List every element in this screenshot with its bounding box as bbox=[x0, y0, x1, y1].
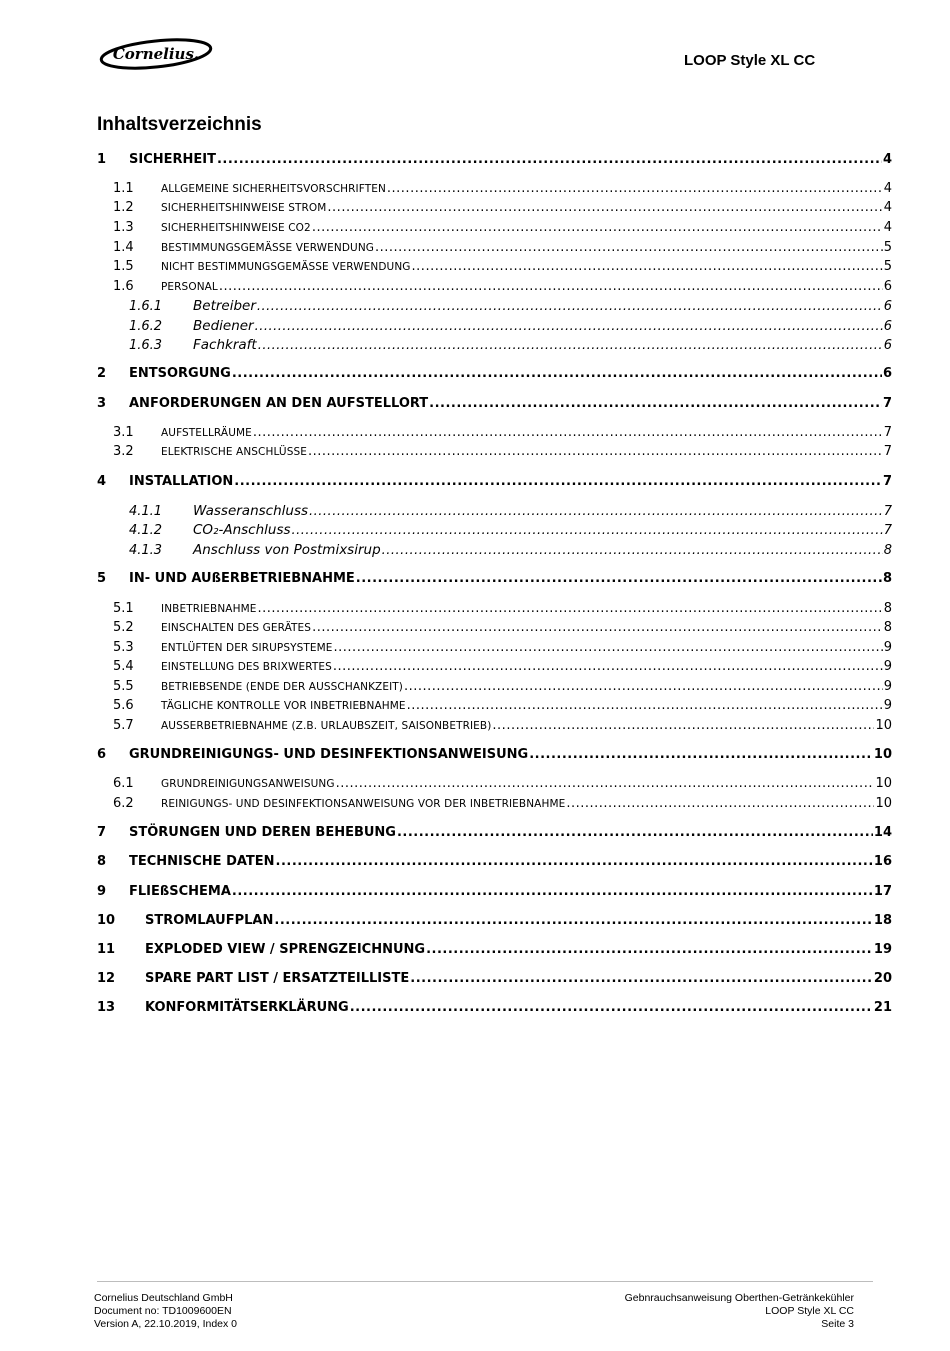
toc-entry-page: 10 bbox=[875, 796, 892, 811]
toc-entry-page: 9 bbox=[883, 698, 892, 713]
toc-entry-number: 1.6.2 bbox=[129, 319, 163, 334]
toc-entry-page: 20 bbox=[873, 971, 892, 986]
toc-entry-number: 5.2 bbox=[113, 620, 134, 635]
toc-entry-title: ALLGEMEINE SICHERHEITSVORSCHRIFTEN bbox=[161, 183, 386, 195]
footer-doc-type: Gebnrauchsanweisung Oberthen-Getränkekühler bbox=[624, 1292, 854, 1304]
toc-entry-page: 21 bbox=[873, 1000, 892, 1015]
toc-entry-page: 8 bbox=[882, 571, 892, 586]
toc-entry[interactable] bbox=[97, 542, 892, 562]
toc-entry-number: 1 bbox=[97, 152, 107, 167]
toc-entry-title: SICHERHEIT bbox=[129, 152, 216, 167]
toc-entry-title: STÖRUNGEN UND DEREN BEHEBUNG bbox=[129, 825, 396, 840]
footer-document-info bbox=[625, 1292, 854, 1331]
footer-company: Cornelius Deutschland GmbH bbox=[94, 1292, 233, 1304]
toc-entry-page: 16 bbox=[873, 854, 892, 869]
toc-entry-number: 5.7 bbox=[113, 718, 134, 733]
toc-entry[interactable] bbox=[97, 396, 892, 416]
toc-dot-leader bbox=[274, 913, 873, 928]
toc-entry-number: 9 bbox=[97, 884, 107, 899]
toc-entry[interactable] bbox=[97, 444, 892, 464]
toc-entry-number: 5.4 bbox=[113, 659, 134, 674]
toc-entry-title: REINIGUNGS- UND DESINFEKTIONSANWEISUNG VOR DER INBETRIEBNAHME bbox=[161, 798, 566, 810]
toc-entry[interactable] bbox=[97, 620, 892, 640]
toc-entry[interactable] bbox=[97, 913, 892, 933]
toc-entry-number: 1.4 bbox=[113, 240, 134, 255]
toc-entry-page: 9 bbox=[883, 659, 892, 674]
footer-document-no: Document no: TD1009600EN bbox=[94, 1305, 232, 1317]
toc-heading: Inhaltsverzeichnis bbox=[97, 114, 262, 135]
toc-entry[interactable] bbox=[97, 679, 892, 699]
toc-entry[interactable] bbox=[97, 825, 892, 845]
toc-dot-leader bbox=[219, 279, 883, 294]
toc-dot-leader bbox=[253, 425, 883, 440]
toc-entry-number: 5.6 bbox=[113, 698, 134, 713]
toc-entry-page: 9 bbox=[883, 679, 892, 694]
toc-entry-title: Betreiber bbox=[193, 298, 256, 314]
toc-entry-number: 2 bbox=[97, 366, 107, 381]
toc-dot-leader bbox=[566, 796, 874, 811]
toc-entry-number: 1.5 bbox=[113, 259, 134, 274]
toc-dot-leader bbox=[407, 698, 883, 713]
toc-entry-number: 6.1 bbox=[113, 776, 134, 791]
toc-entry-title: EXPLODED VIEW / SPRENGZEICHNUNG bbox=[145, 942, 426, 957]
toc-entry-number: 1.6.3 bbox=[129, 338, 163, 353]
toc-entry[interactable] bbox=[97, 1000, 892, 1020]
toc-entry-page: 7 bbox=[882, 396, 892, 411]
toc-entry[interactable] bbox=[97, 366, 892, 386]
toc-entry-title: Wasseranschluss bbox=[193, 503, 309, 519]
toc-entry-number: 6.2 bbox=[113, 796, 134, 811]
document-title-header: LOOP Style XL CC bbox=[684, 52, 816, 69]
toc-entry-page: 6 bbox=[883, 319, 892, 334]
toc-entry-page: 8 bbox=[883, 620, 892, 635]
toc-entry-page: 6 bbox=[883, 279, 892, 294]
toc-entry-page: 10 bbox=[875, 776, 892, 791]
toc-entry-title: AUSSERBETRIEBNAHME (Z.B. URLAUBSZEIT, SAISONBETRIEB) bbox=[161, 720, 492, 732]
toc-dot-leader bbox=[333, 659, 883, 674]
toc-entry-title: CO₂-Anschluss bbox=[193, 522, 291, 538]
toc-dot-leader bbox=[309, 504, 883, 519]
toc-entry-page: 7 bbox=[883, 444, 892, 459]
toc-entry-title: ANFORDERUNGEN AN DEN AUFSTELLORT bbox=[129, 396, 429, 411]
toc-entry-page: 7 bbox=[882, 474, 892, 489]
toc-dot-leader bbox=[350, 1000, 873, 1015]
toc-entry-number: 10 bbox=[97, 913, 116, 928]
toc-dot-leader bbox=[232, 366, 882, 381]
toc-entry-number: 5.3 bbox=[113, 640, 134, 655]
toc-entry-title: TECHNISCHE DATEN bbox=[129, 854, 275, 869]
toc-dot-leader bbox=[234, 474, 882, 489]
toc-entry-page: 18 bbox=[873, 913, 892, 928]
toc-entry-page: 6 bbox=[883, 299, 892, 314]
toc-entry-title: PERSONAL bbox=[161, 281, 218, 293]
toc-entry-number: 4 bbox=[97, 474, 107, 489]
toc-entry-title: BESTIMMUNGSGEMÄSSE VERWENDUNG bbox=[161, 242, 375, 254]
toc-entry-number: 5 bbox=[97, 571, 107, 586]
footer-company-info bbox=[94, 1292, 237, 1331]
toc-entry-page: 7 bbox=[883, 425, 892, 440]
toc-entry-page: 8 bbox=[883, 543, 892, 558]
toc-entry[interactable] bbox=[97, 259, 892, 279]
toc-entry[interactable] bbox=[97, 503, 892, 523]
toc-entry-page: 5 bbox=[883, 240, 892, 255]
toc-entry-number: 3.1 bbox=[113, 425, 134, 440]
footer-page: Seite 3 bbox=[821, 1318, 854, 1330]
toc-dot-leader bbox=[397, 825, 873, 840]
toc-entry[interactable] bbox=[97, 522, 892, 542]
toc-entry[interactable] bbox=[97, 337, 892, 357]
toc-dot-leader bbox=[412, 259, 883, 274]
toc-entry-number: 3 bbox=[97, 396, 107, 411]
toc-entry-number: 4.1.1 bbox=[129, 504, 163, 519]
toc-dot-leader bbox=[375, 240, 883, 255]
toc-entry[interactable] bbox=[97, 152, 892, 172]
toc-entry-title: GRUNDREINIGUNGSANWEISUNG bbox=[161, 778, 335, 790]
toc-entry-number: 3.2 bbox=[113, 444, 134, 459]
toc-entry-title: TÄGLICHE KONTROLLE VOR INBETRIEBNAHME bbox=[161, 700, 406, 712]
toc-dot-leader bbox=[217, 152, 882, 167]
toc-entry-page: 8 bbox=[883, 601, 892, 616]
toc-entry-page: 7 bbox=[883, 504, 892, 519]
toc-dot-leader bbox=[308, 444, 883, 459]
toc-entry[interactable] bbox=[97, 425, 892, 445]
toc-entry-title: INBETRIEBNAHME bbox=[161, 603, 257, 615]
toc-entry[interactable] bbox=[97, 640, 892, 660]
toc-dot-leader bbox=[258, 338, 883, 353]
toc-entry-number: 5.1 bbox=[113, 601, 134, 616]
toc-entry-number: 4.1.2 bbox=[129, 523, 163, 538]
toc-entry[interactable] bbox=[97, 884, 892, 904]
toc-dot-leader bbox=[312, 220, 883, 235]
toc-entry-number: 5.5 bbox=[113, 679, 134, 694]
toc-entry[interactable] bbox=[97, 474, 892, 494]
toc-dot-leader bbox=[327, 200, 882, 215]
toc-entry[interactable] bbox=[97, 571, 892, 591]
toc-dot-leader bbox=[257, 601, 882, 616]
toc-entry-page: 4 bbox=[883, 200, 892, 215]
toc-entry-page: 19 bbox=[873, 942, 892, 957]
toc-entry-title: INSTALLATION bbox=[129, 474, 234, 489]
toc-entry-title: KONFORMITÄTSERKLÄRUNG bbox=[145, 1000, 349, 1015]
toc-dot-leader bbox=[312, 620, 883, 635]
toc-entry[interactable] bbox=[97, 601, 892, 621]
toc-entry-page: 4 bbox=[883, 220, 892, 235]
toc-entry-title: ELEKTRISCHE ANSCHLÜSSE bbox=[161, 446, 307, 458]
toc-entry[interactable] bbox=[97, 200, 892, 220]
toc-entry-title: Anschluss von Postmixsirup bbox=[193, 542, 381, 558]
toc-entry-title: IN- UND AUßERBETRIEBNAHME bbox=[129, 571, 355, 586]
cornelius-logo bbox=[98, 36, 214, 72]
toc-entry-page: 10 bbox=[873, 747, 892, 762]
toc-entry-title: FLIEßSCHEMA bbox=[129, 884, 231, 899]
toc-entry-title: EINSTELLUNG DES BRIXWERTES bbox=[161, 661, 332, 673]
toc-entry-title: STROMLAUFPLAN bbox=[145, 913, 274, 928]
toc-entry-title: SPARE PART LIST / ERSATZTEILLISTE bbox=[145, 971, 410, 986]
toc-dot-leader bbox=[429, 396, 882, 411]
toc-entry[interactable] bbox=[97, 318, 892, 338]
toc-entry[interactable] bbox=[97, 718, 892, 738]
toc-dot-leader bbox=[255, 319, 883, 334]
toc-dot-leader bbox=[356, 571, 882, 586]
toc-entry[interactable] bbox=[97, 279, 892, 299]
toc-dot-leader bbox=[292, 523, 883, 538]
toc-entry-page: 6 bbox=[883, 338, 892, 353]
footer-version: Version A, 22.10.2019, Index 0 bbox=[94, 1318, 238, 1330]
footer-divider bbox=[97, 1281, 873, 1282]
toc-dot-leader bbox=[257, 299, 883, 314]
toc-entry[interactable] bbox=[97, 298, 892, 318]
toc-entry-title: SICHERHEITSHINWEISE CO2 bbox=[161, 222, 311, 234]
toc-dot-leader bbox=[276, 854, 873, 869]
toc-entry-page: 9 bbox=[883, 640, 892, 655]
toc-entry-number: 1.2 bbox=[113, 200, 134, 215]
toc-entry-title: AUFSTELLRÄUME bbox=[161, 427, 252, 439]
toc-entry[interactable] bbox=[97, 747, 892, 767]
toc-dot-leader bbox=[334, 640, 883, 655]
toc-dot-leader bbox=[529, 747, 873, 762]
toc-entry[interactable] bbox=[97, 698, 892, 718]
toc-dot-leader bbox=[387, 181, 883, 196]
toc-entry[interactable] bbox=[97, 240, 892, 260]
toc-entry-page: 14 bbox=[873, 825, 892, 840]
toc-entry[interactable] bbox=[97, 854, 892, 874]
toc-dot-leader bbox=[404, 679, 883, 694]
toc-entry-title: SICHERHEITSHINWEISE STROM bbox=[161, 202, 327, 214]
toc-dot-leader bbox=[382, 543, 883, 558]
toc-entry-number: 13 bbox=[97, 1000, 116, 1015]
toc-entry-title: GRUNDREINIGUNGS- UND DESINFEKTIONSANWEISUNG bbox=[129, 747, 529, 762]
toc-entry-title: EINSCHALTEN DES GERÄTES bbox=[161, 622, 312, 634]
toc-entry-page: 4 bbox=[882, 152, 892, 167]
footer-product: LOOP Style XL CC bbox=[765, 1305, 854, 1317]
toc-dot-leader bbox=[492, 718, 874, 733]
toc-entry[interactable] bbox=[97, 220, 892, 240]
toc-entry[interactable] bbox=[97, 971, 892, 991]
toc-entry-page: 10 bbox=[875, 718, 892, 733]
toc-entry-page: 4 bbox=[883, 181, 892, 196]
toc-entry-number: 8 bbox=[97, 854, 107, 869]
toc-dot-leader bbox=[426, 942, 873, 957]
toc-entry[interactable] bbox=[97, 942, 892, 962]
toc-entry-number: 6 bbox=[97, 747, 107, 762]
toc-entry-number: 7 bbox=[97, 825, 107, 840]
svg-text:Cornelius.: Cornelius. bbox=[112, 45, 200, 63]
toc-entry[interactable] bbox=[97, 796, 892, 816]
toc-entry-number: 1.1 bbox=[113, 181, 134, 196]
toc-entry[interactable] bbox=[97, 776, 892, 796]
toc-entry-title: ENTSORGUNG bbox=[129, 366, 231, 381]
toc-entry-number: 1.3 bbox=[113, 220, 134, 235]
toc-entry-number: 4.1.3 bbox=[129, 543, 163, 558]
toc-entry-number: 1.6 bbox=[113, 279, 134, 294]
toc-entry-page: 17 bbox=[873, 884, 892, 899]
toc-entry-number: 11 bbox=[97, 942, 116, 957]
toc-entry[interactable] bbox=[97, 181, 892, 201]
toc-entry-title: NICHT BESTIMMUNGSGEMÄSSE VERWENDUNG bbox=[161, 261, 411, 273]
toc-dot-leader bbox=[410, 971, 873, 986]
toc-entry-page: 6 bbox=[882, 366, 892, 381]
toc-entry-number: 1.6.1 bbox=[129, 299, 163, 314]
toc-entry-page: 5 bbox=[883, 259, 892, 274]
toc-dot-leader bbox=[336, 776, 875, 791]
toc-entry-page: 7 bbox=[883, 523, 892, 538]
toc-entry[interactable] bbox=[97, 659, 892, 679]
toc-entry-title: ENTLÜFTEN DER SIRUPSYSTEME bbox=[161, 642, 333, 654]
toc-dot-leader bbox=[232, 884, 873, 899]
toc-entry-title: BETRIEBSENDE (ENDE DER AUSSCHANKZEIT) bbox=[161, 681, 403, 693]
toc-entry-title: Bediener bbox=[193, 318, 254, 334]
toc-entry-number: 12 bbox=[97, 971, 116, 986]
toc-entry-title: Fachkraft bbox=[193, 337, 257, 353]
